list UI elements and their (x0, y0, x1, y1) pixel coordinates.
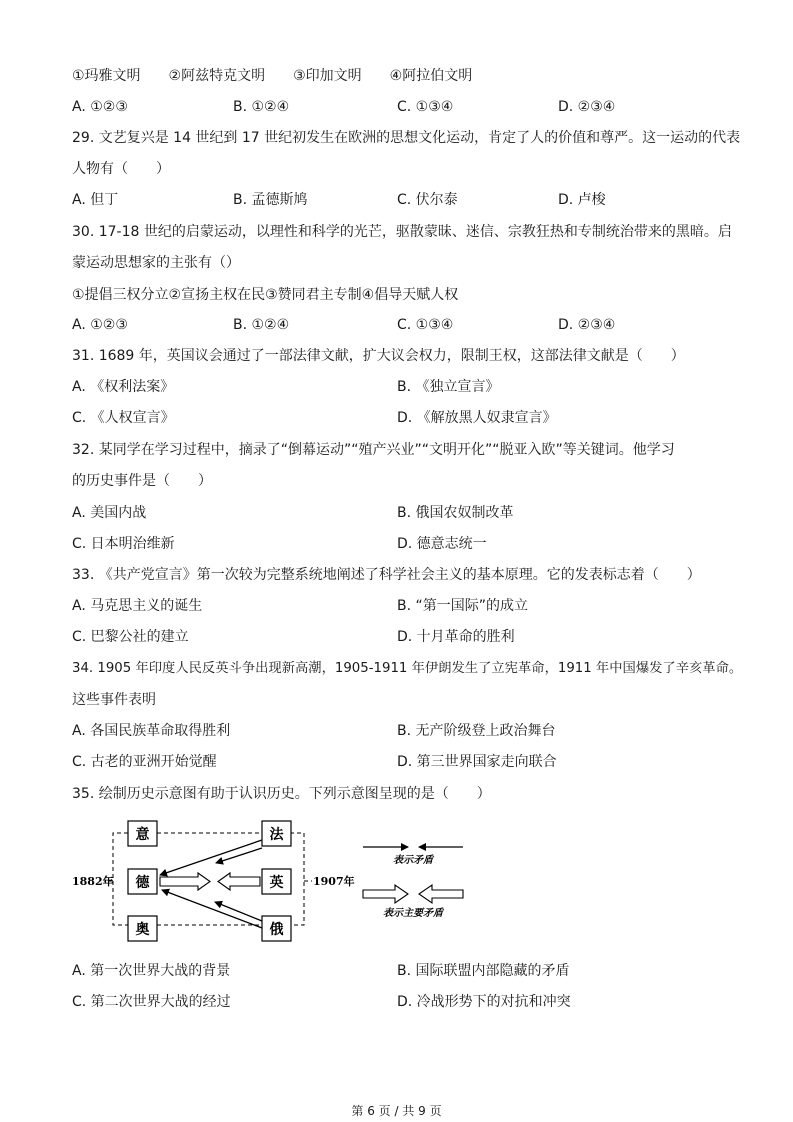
q29-option-d[interactable]: D. 卢梭 (558, 192, 606, 208)
q35-stem-line1: 35. 绘制历史示意图有助于认识历史。下列示意图呈现的是（ ） (72, 786, 491, 802)
q33-option-b[interactable]: B. “第一国际”的成立 (397, 598, 529, 614)
q32-option-a[interactable]: A. 美国内战 (72, 505, 147, 521)
q30-option-b[interactable]: B. ①②④ (233, 317, 290, 333)
q28-option-b[interactable]: B. ①②④ (233, 99, 290, 115)
label-italy: 意 (135, 827, 150, 843)
q33-stem-line1: 33. 《共产党宣言》第一次较为完整系统地阐述了科学社会主义的基本原理。它的发表标志着（ ） (72, 567, 701, 583)
q31-option-a[interactable]: A. 《权利法案》 (72, 379, 175, 395)
q31-option-b[interactable]: B. 《独立宣言》 (397, 379, 500, 395)
q34-stem-line2: 这些事件表明 (72, 692, 156, 708)
q30-items: ①提倡三权分立②宣扬主权在民③赞同君主专制④倡导天赋人权 (72, 287, 459, 303)
q29-option-a[interactable]: A. 但丁 (72, 192, 119, 208)
q35-option-a[interactable]: A. 第一次世界大战的背景 (72, 963, 231, 979)
q35-option-d[interactable]: D. 冷战形势下的对抗和冲突 (397, 994, 571, 1010)
q30-stem-line2: 蒙运动思想家的主张有（） (72, 255, 240, 271)
q35-option-c[interactable]: C. 第二次世界大战的经过 (72, 994, 231, 1010)
q28-option-d[interactable]: D. ②③④ (558, 99, 616, 115)
label-france: 法 (269, 827, 284, 843)
label-germany: 德 (135, 875, 150, 891)
q29-stem-line1: 29. 文艺复兴是 14 世纪到 17 世纪初发生在欧洲的思想文化运动，肯定了人的价值和尊严。这一运动的代表 (72, 130, 741, 146)
q29-stem-line2: 人物有（ ） (72, 161, 170, 177)
hollow-arrow-britain (218, 873, 260, 890)
label-britain: 英 (269, 875, 284, 891)
q32-stem-line1: 32. 某同学在学习过程中，摘录了“倒幕运动”“殖产兴业”“文明开化”“脱亚入欧”等关键词。他学习 (72, 442, 675, 458)
legend-main-conflict-label: 表示主要矛盾 (383, 908, 443, 919)
q34-option-c[interactable]: C. 古老的亚洲开始觉醒 (72, 754, 217, 770)
q28-option-a[interactable]: A. ①②③ (72, 99, 128, 115)
q34-option-a[interactable]: A. 各国民族革命取得胜利 (72, 723, 231, 739)
q31-option-d[interactable]: D. 《解放黑人奴隶宣言》 (397, 410, 557, 426)
q33-option-a[interactable]: A. 马克思主义的诞生 (72, 598, 203, 614)
q29-option-b[interactable]: B. 孟德斯鸠 (233, 192, 308, 208)
q28-option-c[interactable]: C. ①③④ (397, 99, 454, 115)
q30-option-d[interactable]: D. ②③④ (558, 317, 616, 333)
q35-option-b[interactable]: B. 国际联盟内部隐藏的矛盾 (397, 963, 570, 979)
label-russia: 俄 (269, 922, 284, 938)
q31-stem-line1: 31. 1689 年，英国议会通过了一部法律文献，扩大议会权力，限制王权，这部法律文献是（ ） (72, 348, 685, 364)
q33-option-c[interactable]: C. 巴黎公社的建立 (72, 629, 189, 645)
q34-option-b[interactable]: B. 无产阶级登上政治舞台 (397, 723, 556, 739)
q32-option-c[interactable]: C. 日本明治维新 (72, 536, 175, 552)
q34-option-d[interactable]: D. 第三世界国家走向联合 (397, 754, 557, 770)
q30-option-a[interactable]: A. ①②③ (72, 317, 128, 333)
arrow-russia-germany (215, 902, 262, 921)
q31-option-c[interactable]: C. 《人权宣言》 (72, 410, 175, 426)
legend-hollow-right (363, 885, 408, 903)
year-1882: 1882年 (72, 875, 114, 888)
triple-alliance-bracket (113, 833, 128, 925)
legend-conflict-label: 表示矛盾 (393, 855, 433, 866)
q30-option-c[interactable]: C. ①③④ (397, 317, 454, 333)
hollow-arrow-germany (160, 873, 210, 890)
q32-stem-line2: 的历史事件是（ ） (72, 473, 212, 489)
q33-option-d[interactable]: D. 十月革命的胜利 (397, 629, 515, 645)
legend-hollow-left (419, 885, 463, 903)
alliance-diagram (70, 818, 470, 946)
arrow-france-germany-2 (216, 848, 262, 863)
arrow-france-germany (160, 840, 262, 875)
year-1907: 1907年 (313, 875, 355, 888)
arrow-russia-austria (162, 890, 262, 928)
q32-option-d[interactable]: D. 德意志统一 (397, 536, 487, 552)
label-austria: 奥 (135, 922, 150, 938)
q28-items: ①玛雅文明 ②阿兹特克文明 ③印加文明 ④阿拉伯文明 (72, 68, 473, 84)
q32-option-b[interactable]: B. 俄国农奴制改革 (397, 505, 514, 521)
triple-entente-bracket (290, 833, 304, 925)
q34-stem-line1: 34. 1905 年印度人民反英斗争出现新高潮，1905-1911 年伊朗发生了立宪革命，1911 年中国爆发了辛亥革命。 (72, 661, 743, 676)
q29-option-c[interactable]: C. 伏尔泰 (397, 192, 458, 208)
q30-stem-line1: 30. 17-18 世纪的启蒙运动，以理性和科学的光芒，驱散蒙昧、迷信、宗教狂热和专制统治带来的黑暗。启 (72, 224, 732, 240)
page-footer: 第 6 页 / 共 9 页 (351, 1104, 442, 1118)
